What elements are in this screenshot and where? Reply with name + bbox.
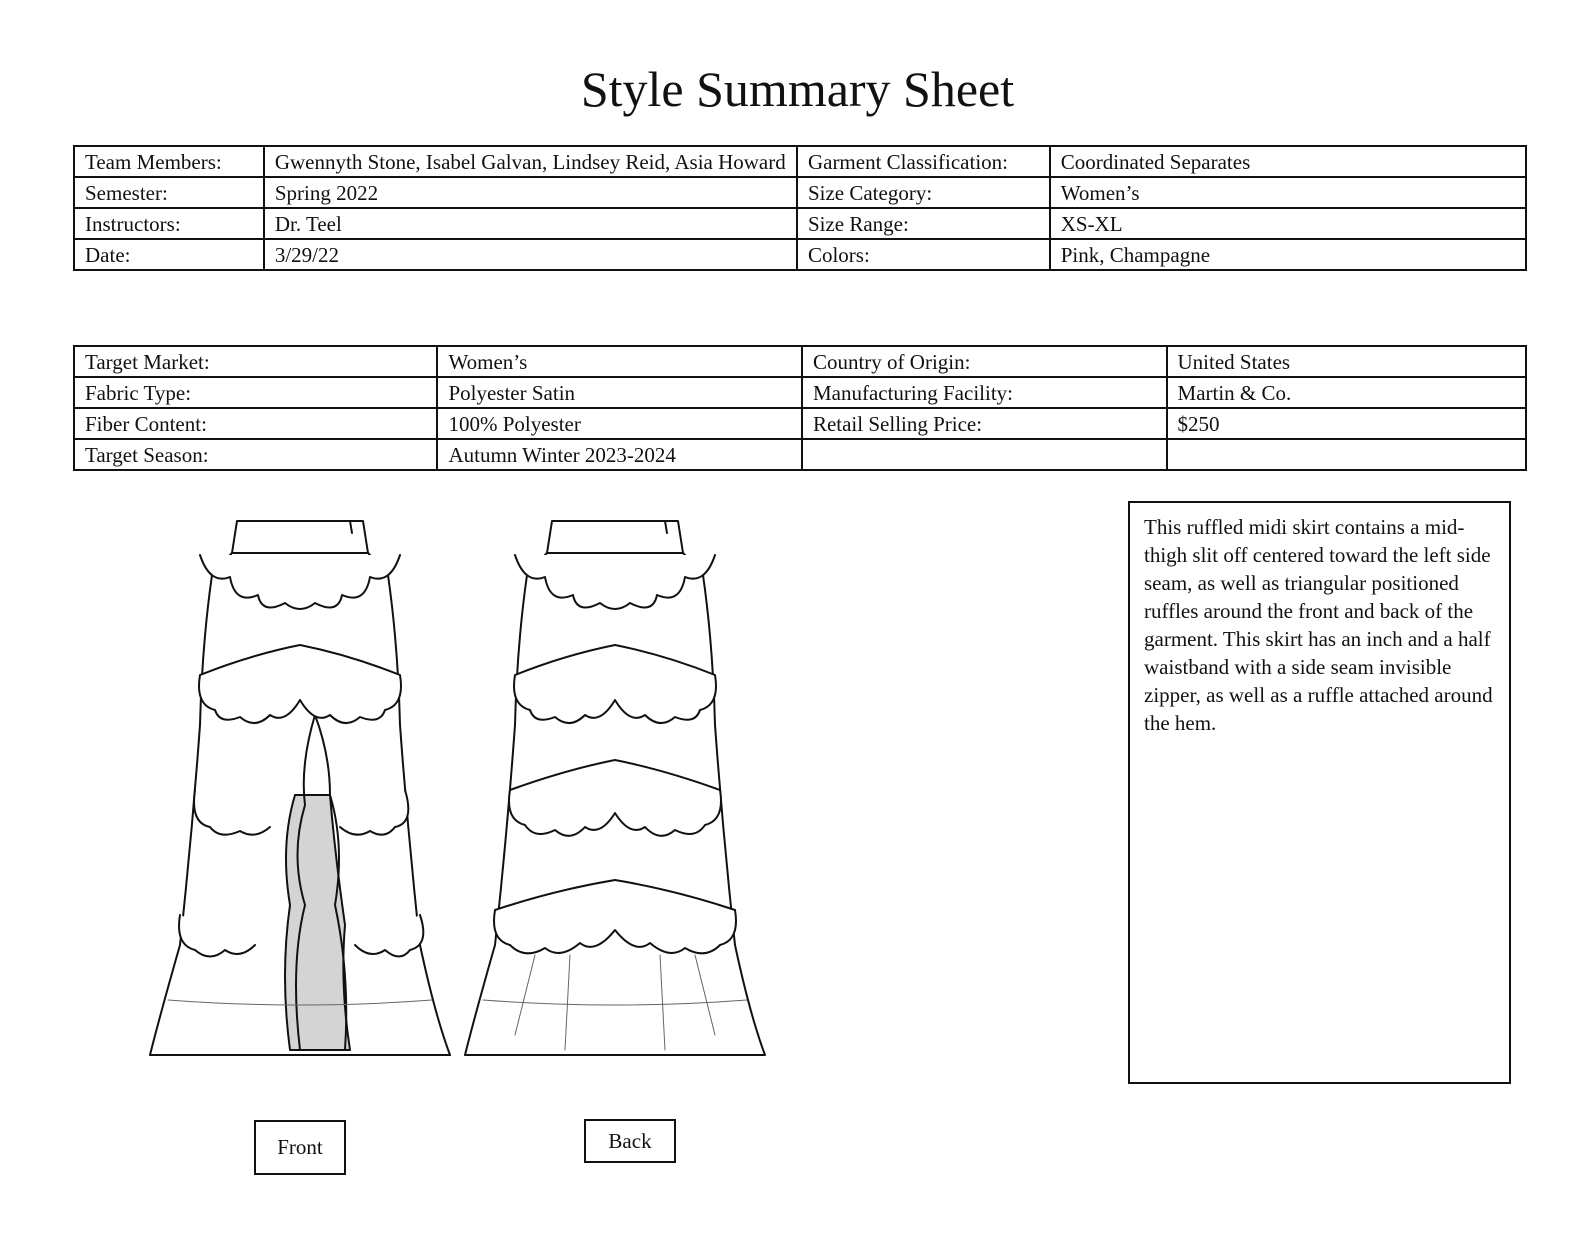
table-row <box>74 239 1526 270</box>
table-row <box>74 208 1526 239</box>
cell-value: Pink, Champagne <box>1050 239 1526 270</box>
page-title: Style Summary Sheet <box>580 61 1015 117</box>
cell-value: Women’s <box>437 346 801 377</box>
cell-value: Martin & Co. <box>1167 377 1526 408</box>
garment-description: This ruffled midi skirt contains a mid-thigh slit off centered toward the left side seam, as well as triangular positioned ruffles around the front and back of the garment. This skirt has an inch and a half waistband with a side seam invisible zipper, as well as a ruffle attached around the hem. <box>1128 501 1511 1084</box>
cell-label: Team Members: <box>74 146 264 177</box>
cell-value: $250 <box>1167 408 1526 439</box>
cell-value: Autumn Winter 2023-2024 <box>437 439 801 470</box>
table-row <box>74 146 1526 177</box>
cell-value: Polyester Satin <box>437 377 801 408</box>
cell-value: United States <box>1167 346 1526 377</box>
cell-label: Semester: <box>74 177 264 208</box>
cell-value <box>1167 439 1526 470</box>
cell-value: Women’s <box>1050 177 1526 208</box>
table-row <box>74 377 1526 408</box>
cell-label: Colors: <box>797 239 1050 270</box>
cell-value: XS-XL <box>1050 208 1526 239</box>
cell-label: Size Range: <box>797 208 1050 239</box>
front-label: Front <box>254 1120 346 1175</box>
cell-value: 100% Polyester <box>437 408 801 439</box>
cell-label: Retail Selling Price: <box>802 408 1167 439</box>
cell-label: Target Season: <box>74 439 437 470</box>
back-skirt-sketch <box>455 505 775 1085</box>
cell-label: Size Category: <box>797 177 1050 208</box>
cell-label: Date: <box>74 239 264 270</box>
front-skirt-sketch <box>140 505 460 1085</box>
cell-label: Garment Classification: <box>797 146 1050 177</box>
cell-label: Instructors: <box>74 208 264 239</box>
cell-label: Manufacturing Facility: <box>802 377 1167 408</box>
cell-value: Dr. Teel <box>264 208 797 239</box>
table-row <box>74 408 1526 439</box>
back-label: Back <box>584 1119 676 1163</box>
cell-label: Target Market: <box>74 346 437 377</box>
cell-value: Spring 2022 <box>264 177 797 208</box>
cell-label: Fiber Content: <box>74 408 437 439</box>
table-row <box>74 346 1526 377</box>
cell-value: 3/29/22 <box>264 239 797 270</box>
table-row <box>74 177 1526 208</box>
cell-value: Coordinated Separates <box>1050 146 1526 177</box>
table-row <box>74 439 1526 470</box>
cell-label: Fabric Type: <box>74 377 437 408</box>
product-table <box>73 345 1527 471</box>
summary-table <box>73 145 1527 271</box>
cell-value: Gwennyth Stone, Isabel Galvan, Lindsey Reid, Asia Howard <box>264 146 797 177</box>
cell-label <box>802 439 1167 470</box>
cell-label: Country of Origin: <box>802 346 1167 377</box>
